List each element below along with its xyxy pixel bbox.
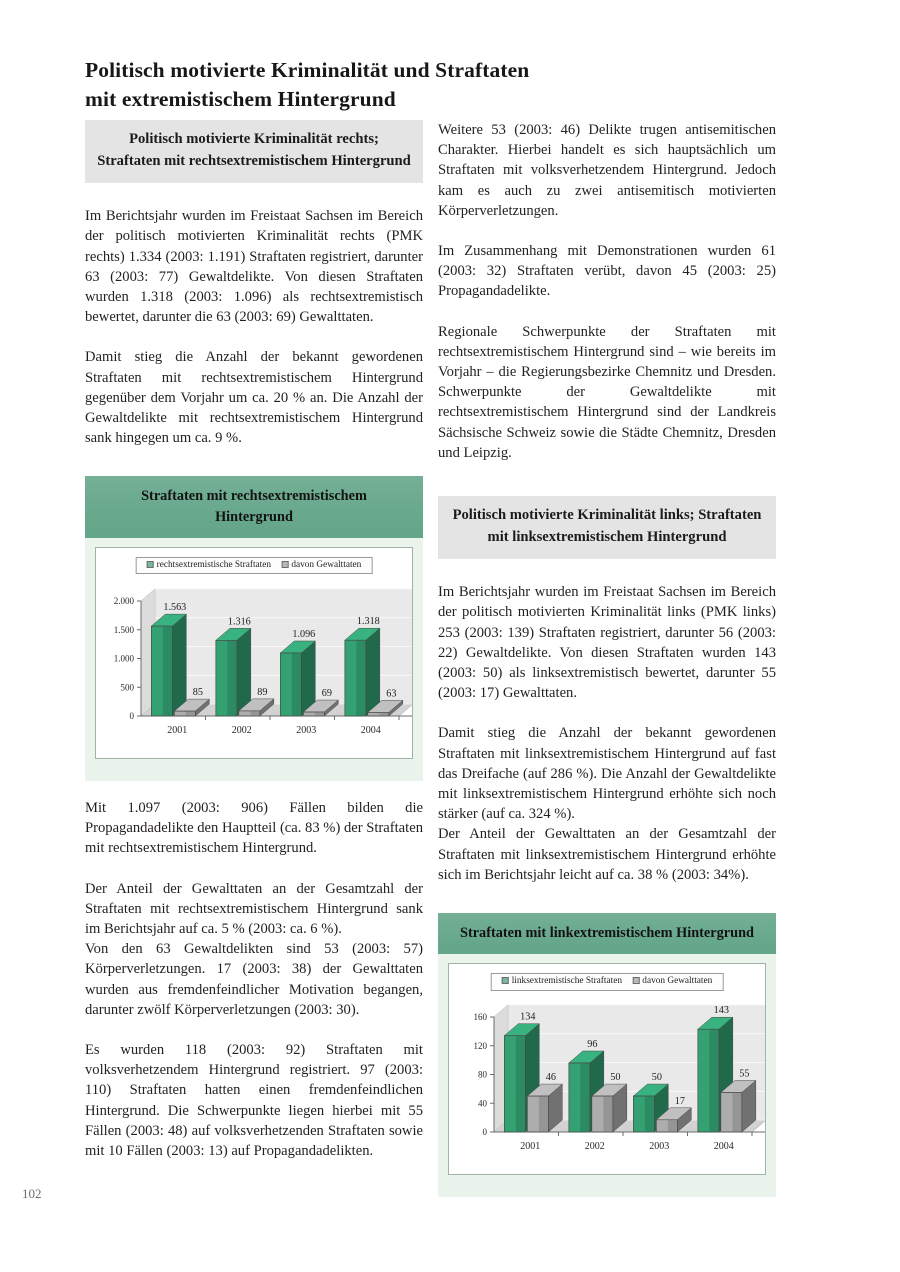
- paragraph-rechts-5: Von den 63 Gewaltdelikten sind 53 (2003: 57) Körperverletzungen. 17 (2003: 38) der Gewalttaten wurden aus fremdenfeindlicher Motivation begangen, darunter zwölf Körperverletzungen (2003: 30).: [85, 941, 423, 1018]
- chart-title-links: Straftaten mit linkextremistischem Hintergrund: [438, 913, 776, 954]
- paragraph-rechts-6: Es wurden 118 (2003: 92) Straftaten mit volksverhetzendem Hintergrund registriert. 97 (2003: 110) Straftaten hatten einen fremdenfeindlichen Hintergrund. Die Schwerpunkte liegen hierbei mit 55 Fällen (2003: 48) auf volksverhetzenden Straftaten sowie mit 10 Fällen (2003: 13) auf Propagandadelikten.: [85, 1042, 423, 1160]
- paragraph-links-1: Im Berichtsjahr wurden im Freistaat Sachsen im Bereich der politisch motivierten Kriminalität links (PMK links) 253 (2003: 139) Straftaten registriert, darunter 56 (2003: 22) Gewaltdelikte. Von diesen Straftaten wurden 143 (2003: 50) als linksextremistisch bewertet, darunter 55 (2003: 17) Gewalttaten.: [438, 584, 776, 702]
- bar-chart-rechts: [96, 548, 412, 758]
- svg-text:2004: 2004: [713, 1141, 734, 1153]
- page-title-line-2: mit extremistischem Hintergrund: [85, 86, 396, 111]
- svg-text:2004: 2004: [360, 725, 381, 737]
- svg-text:1.318: 1.318: [356, 616, 380, 628]
- svg-text:85: 85: [192, 687, 203, 699]
- svg-text:1.000: 1.000: [113, 653, 134, 664]
- svg-text:2001: 2001: [167, 725, 188, 737]
- svg-text:96: 96: [587, 1039, 598, 1051]
- chart-card-linksextremismus: [438, 913, 776, 1197]
- svg-text:1.096: 1.096: [292, 628, 316, 640]
- bar-chart-links: [449, 964, 765, 1174]
- svg-text:55: 55: [739, 1068, 750, 1080]
- svg-text:1.500: 1.500: [113, 624, 134, 635]
- left-column: [85, 120, 423, 1177]
- chart-plot-area-rechts: [95, 547, 413, 759]
- svg-text:89: 89: [257, 686, 268, 698]
- paragraph-links-2: Damit stieg die Anzahl der bekannt gewordenen Straftaten mit linksextremistischem Hintergrund auf fast das Dreifache (auf 286 %). Die Anzahl der Gewaltdelikte mit linksextremistischem Hintergrund erhöhte sich noch stärker (auf ca. 324 %).: [438, 725, 776, 823]
- right-column: [438, 120, 776, 1197]
- svg-text:2003: 2003: [296, 725, 317, 737]
- svg-text:2.000: 2.000: [113, 596, 134, 607]
- svg-text:50: 50: [610, 1072, 621, 1084]
- paragraph-links-top-3: Regionale Schwerpunkte der Straftaten mit rechtsextremistischem Hintergrund sind – wie bereits im Vorjahr – die Regierungsbezirke Chemnitz und Dresden. Schwerpunkte der Gewaltdelikte mit rechtsextremistischem Hintergrund sind der Landkreis Sächsische Schweiz sowie die Städte Chemnitz, Dresden und Leipzig.: [438, 323, 776, 461]
- svg-text:2002: 2002: [584, 1141, 605, 1153]
- svg-text:2003: 2003: [649, 1141, 670, 1153]
- svg-text:50: 50: [651, 1072, 662, 1084]
- page-number: 102: [22, 1186, 42, 1201]
- chart-title-rechts: Straftaten mit rechtsextremistischem Hintergrund: [85, 476, 423, 538]
- section-heading-rechts: Politisch motivierte Kriminalität rechts; Straftaten mit rechtsextremistischem Hintergrund: [85, 120, 423, 183]
- svg-text:69: 69: [321, 688, 332, 700]
- chart-card-rechtsextremismus: [85, 476, 423, 781]
- paragraph-links-3: Der Anteil der Gewalttaten an der Gesamtzahl der Straftaten mit linksextremistischem Hintergrund erhöhte sich im Berichtsjahr leicht auf ca. 38 % (2003: 34%).: [438, 826, 776, 883]
- page-title: [85, 56, 785, 113]
- paragraph-rechts-1: Im Berichtsjahr wurden im Freistaat Sachsen im Bereich der politisch motivierten Kriminalität rechts (PMK rechts) 1.334 (2003: 1.191) Straftaten registriert, darunter 63 (2003: 77) Gewaltdelikte. Von diesen Straftaten wurden 1.318 (2003: 1.096) als rechtsextremistisch bewertet, darunter die 63 (2003: 69) Gewalttaten.: [85, 208, 423, 326]
- paragraph-rechts-2: Damit stieg die Anzahl der bekannt gewordenen Straftaten mit rechtsextremistischem Hintergrund gegenüber dem Vorjahr um ca. 20 % an. Die Anzahl der Gewaltdelikte mit rechtsextremistischem Hintergrund sank hingegen um ca. 9 %.: [85, 349, 423, 447]
- svg-text:17: 17: [674, 1096, 685, 1108]
- svg-text:46: 46: [545, 1072, 556, 1084]
- svg-text:134: 134: [520, 1012, 536, 1024]
- svg-text:2002: 2002: [231, 725, 252, 737]
- svg-text:0: 0: [129, 711, 134, 722]
- svg-text:120: 120: [473, 1041, 487, 1052]
- svg-text:0: 0: [482, 1127, 487, 1138]
- svg-text:500: 500: [120, 682, 134, 693]
- paragraph-rechts-3: Mit 1.097 (2003: 906) Fällen bilden die Propagandadelikte den Hauptteil (ca. 83 %) der Straftaten mit rechtsextremistischem Hintergrund.: [85, 800, 423, 857]
- svg-text:80: 80: [478, 1070, 487, 1081]
- svg-text:1.563: 1.563: [163, 602, 187, 614]
- svg-text:2001: 2001: [520, 1141, 541, 1153]
- svg-text:40: 40: [478, 1098, 487, 1109]
- svg-text:143: 143: [713, 1005, 729, 1017]
- legend-label-gewalttaten: davon Gewalttaten: [642, 976, 713, 987]
- legend-label-straftaten: linksextremistische Straftaten: [511, 976, 622, 987]
- svg-text:160: 160: [473, 1012, 487, 1023]
- legend-label-straftaten: rechtsextremistische Straftaten: [156, 560, 272, 571]
- section-heading-links: Politisch motivierte Kriminalität links; Straftaten mit linksextremistischem Hintergrund: [438, 496, 776, 559]
- legend-label-gewalttaten: davon Gewalttaten: [291, 560, 362, 571]
- page-title-line-1: Politisch motivierte Kriminalität und Straftaten: [85, 58, 530, 82]
- chart-plot-area-links: [448, 963, 766, 1175]
- paragraph-rechts-4: Der Anteil der Gewalttaten an der Gesamtzahl der Straftaten mit rechtsextremistischem Hintergrund sank im Berichtsjahr auf ca. 5 % (2003: ca. 6 %).: [85, 880, 423, 938]
- paragraph-links-top-1: Weitere 53 (2003: 46) Delikte trugen antisemitischen Charakter. Hierbei handelt es sich hauptsächlich um Straftaten mit volksverhetzendem Hintergrund. Jedoch kam es auch zu zwei antisemitisch motivierten Körperverletzungen.: [438, 122, 776, 219]
- svg-text:63: 63: [386, 688, 397, 700]
- svg-text:1.316: 1.316: [227, 616, 251, 628]
- paragraph-links-top-2: Im Zusammenhang mit Demonstrationen wurden 61 (2003: 32) Straftaten verübt, davon 45 (2003: 25) Propagandadelikte.: [438, 243, 776, 300]
